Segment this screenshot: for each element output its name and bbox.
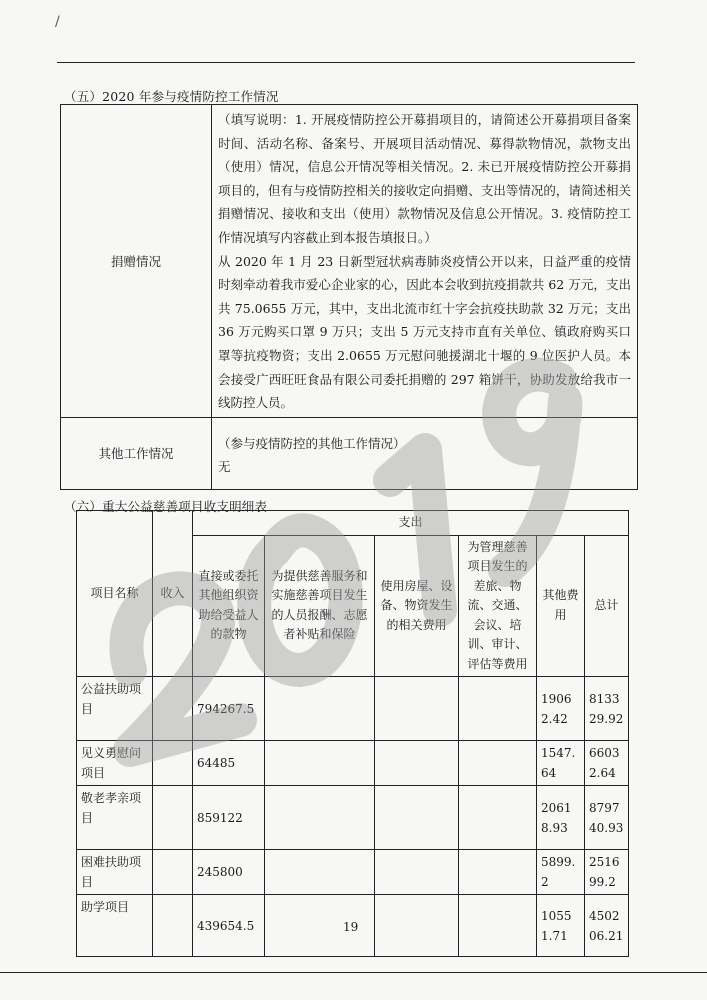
project-name: 公益扶助项目 <box>77 677 153 741</box>
donation-details: 从 2020 年 1 月 23 日新型冠状病毒肺炎疫情公开以来，日益严重的疫情时刻牵动着我市爱心企业家的心，因此本会收到抗疫捐款共 62 万元，支出共 75.0655 万元，其中，支出北流市红十字会抗疫扶助款 32 万元；支出 36 万元购买口罩 9 万只；支出 5 万元支持市直有关单位、镇政府购买口罩等抗疫物资；支出 2.0655 万元慰问驰援湖北十堰的 9 位医护人员。本会接受广西旺旺食品有限公司委托捐赠的 297 箱饼干，协助发放给我市一线防控人员。 <box>218 253 631 411</box>
section5-table <box>60 104 638 490</box>
header-other: 其他费用 <box>537 535 585 677</box>
total-cell: 66032.64 <box>585 741 629 786</box>
income-cell <box>153 786 193 850</box>
staff-comp-cell <box>265 786 375 850</box>
direct-aid-cell: 64485 <box>193 741 265 786</box>
project-name: 敬老孝亲项目 <box>77 786 153 850</box>
section6-table <box>76 510 629 957</box>
staff-comp-cell <box>265 741 375 786</box>
header-staff-comp: 为提供慈善服务和实施慈善项目发生的人员报酬、志愿者补贴和保险 <box>265 535 375 677</box>
header-facility-cost: 使用房屋、设备、物资发生的相关费用 <box>375 535 459 677</box>
table-row <box>77 677 629 741</box>
other-cell: 19062.42 <box>537 677 585 741</box>
section5-row-content <box>212 417 638 489</box>
total-cell: 450206.21 <box>585 895 629 957</box>
section5-row-other <box>61 417 638 489</box>
page-number: 19 <box>343 920 359 934</box>
admin-cost-cell <box>459 895 537 957</box>
project-name: 困难扶助项目 <box>77 850 153 895</box>
income-cell <box>153 741 193 786</box>
other-cell: 20618.93 <box>537 786 585 850</box>
facility-cost-cell <box>375 741 459 786</box>
scan-mark: / <box>55 14 60 30</box>
staff-comp-cell <box>265 850 375 895</box>
other-work-instructions: （参与疫情防控的其他工作情况） <box>218 435 406 451</box>
total-cell: 879740.93 <box>585 786 629 850</box>
header-expense-group: 支出 <box>193 511 629 536</box>
table-row <box>77 786 629 850</box>
top-rule <box>57 62 635 63</box>
header-total: 总计 <box>585 535 629 677</box>
other-work-value: 无 <box>218 459 231 475</box>
table-header-row <box>77 511 629 536</box>
facility-cost-cell <box>375 786 459 850</box>
facility-cost-cell <box>375 677 459 741</box>
direct-aid-cell: 794267.5 <box>193 677 265 741</box>
admin-cost-cell <box>459 741 537 786</box>
income-cell <box>153 677 193 741</box>
donation-instructions: （填写说明：1. 开展疫情防控公开募捐项目的，请简述公开募捐项目备案时间、活动名称、备案号、开展项目活动情况、募得款物情况，款物支出（使用）情况，信息公开情况等相关情况。2. 未已开展疫情防控公开募捐项目的，但有与疫情防控相关的接收定向捐赠、支出等情况的，请简述相关捐赠情况、接收和支出（使用）款物情况及信息公开情况。3. 疫情防控工作情况填写内容截止到本报告填报日。） <box>218 112 631 245</box>
bottom-rule <box>0 972 707 973</box>
total-cell: 813329.92 <box>585 677 629 741</box>
section5-row-label: 捐赠情况 <box>61 105 212 418</box>
admin-cost-cell <box>459 786 537 850</box>
other-cell: 5899.2 <box>537 850 585 895</box>
section5-row-donation <box>61 105 638 418</box>
income-cell <box>153 895 193 957</box>
section6-title: （六）重大公益慈善项目收支明细表 <box>64 499 268 514</box>
section5-row-label: 其他工作情况 <box>61 417 212 489</box>
header-admin-cost: 为管理慈善项目发生的差旅、物流、交通、会议、培训、审计、评估等费用 <box>459 535 537 677</box>
staff-comp-cell <box>265 677 375 741</box>
section5-title: （五）2020 年参与疫情防控工作情况 <box>64 89 279 104</box>
admin-cost-cell <box>459 677 537 741</box>
project-name: 见义勇慰问项目 <box>77 741 153 786</box>
direct-aid-cell: 245800 <box>193 850 265 895</box>
direct-aid-cell: 439654.5 <box>193 895 265 957</box>
income-cell <box>153 850 193 895</box>
project-name: 助学项目 <box>77 895 153 957</box>
other-cell: 1547.64 <box>537 741 585 786</box>
facility-cost-cell <box>375 895 459 957</box>
section5-row-content <box>212 105 638 418</box>
total-cell: 251699.2 <box>585 850 629 895</box>
other-cell: 10551.71 <box>537 895 585 957</box>
table-row <box>77 741 629 786</box>
admin-cost-cell <box>459 850 537 895</box>
header-project-name: 项目名称 <box>77 511 153 677</box>
facility-cost-cell <box>375 850 459 895</box>
table-row <box>77 850 629 895</box>
direct-aid-cell: 859122 <box>193 786 265 850</box>
header-income: 收入 <box>153 511 193 677</box>
header-direct-aid: 直接或委托其他组织资助给受益人的款物 <box>193 535 265 677</box>
